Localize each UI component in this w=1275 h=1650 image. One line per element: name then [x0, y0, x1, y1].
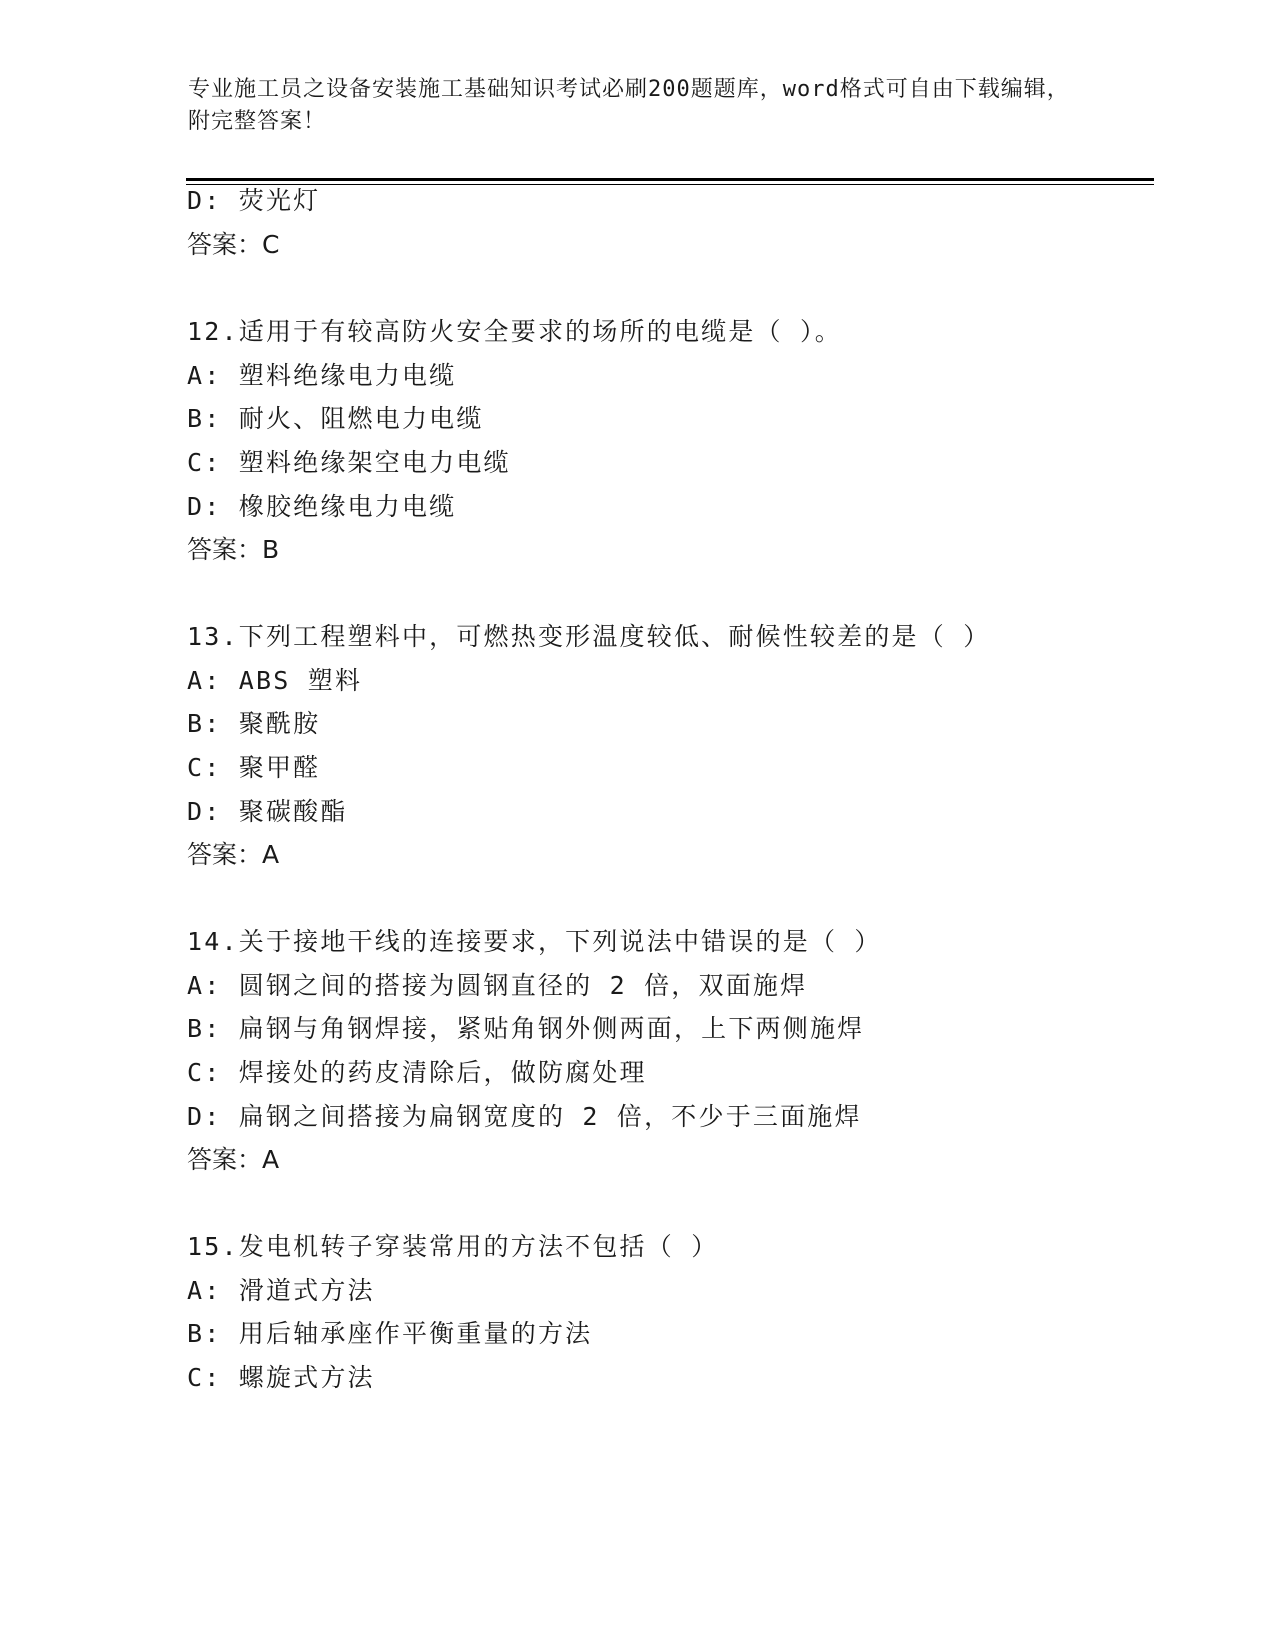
- q13-option-c: C: 聚甲醛: [187, 753, 321, 782]
- q14-answer: 答案：A: [187, 1145, 280, 1174]
- q15-option-a: A: 滑道式方法: [187, 1276, 375, 1305]
- q11-option-d: D: 荧光灯: [187, 186, 321, 215]
- q12-option-d: D: 橡胶绝缘电力电缆: [187, 492, 457, 521]
- q14-stem: 14.关于接地干线的连接要求，下列说法中错误的是（ ）: [187, 927, 882, 956]
- q14-option-c: C: 焊接处的药皮清除后，做防腐处理: [187, 1058, 647, 1087]
- q13-option-a: A: ABS 塑料: [187, 666, 363, 695]
- q13-option-d: D: 聚碳酸酯: [187, 797, 348, 826]
- q13-option-b: B: 聚酰胺: [187, 709, 321, 738]
- q12-stem: 12.适用于有较高防火安全要求的场所的电缆是（ ）。: [187, 317, 842, 346]
- q13-stem: 13.下列工程塑料中，可燃热变形温度较低、耐候性较差的是（ ）: [187, 622, 991, 651]
- q12-answer: 答案：B: [187, 535, 280, 564]
- q14-option-a: A: 圆钢之间的搭接为圆钢直径的 2 倍，双面施焊: [187, 971, 808, 1000]
- q13-answer: 答案：A: [187, 840, 280, 869]
- q15-stem: 15.发电机转子穿装常用的方法不包括（ ）: [187, 1232, 719, 1261]
- q14-option-d: D: 扁钢之间搭接为扁钢宽度的 2 倍，不少于三面施焊: [187, 1102, 862, 1131]
- header-rule-thick: [186, 178, 1154, 181]
- q12-option-c: C: 塑料绝缘架空电力电缆: [187, 448, 511, 477]
- q15-option-c: C: 螺旋式方法: [187, 1363, 375, 1392]
- q12-option-b: B: 耐火、阻燃电力电缆: [187, 404, 484, 433]
- q14-option-b: B: 扁钢与角钢焊接，紧贴角钢外侧两面，上下两侧施焊: [187, 1014, 865, 1043]
- document-header: 专业施工员之设备安装施工基础知识考试必刷200题题库，word格式可自由下载编辑，附完整答案！: [188, 77, 1070, 134]
- header-rule-thin: [186, 184, 1154, 185]
- q11-answer: 答案：C: [187, 230, 280, 259]
- q12-option-a: A: 塑料绝缘电力电缆: [187, 361, 457, 390]
- q15-option-b: B: 用后轴承座作平衡重量的方法: [187, 1319, 593, 1348]
